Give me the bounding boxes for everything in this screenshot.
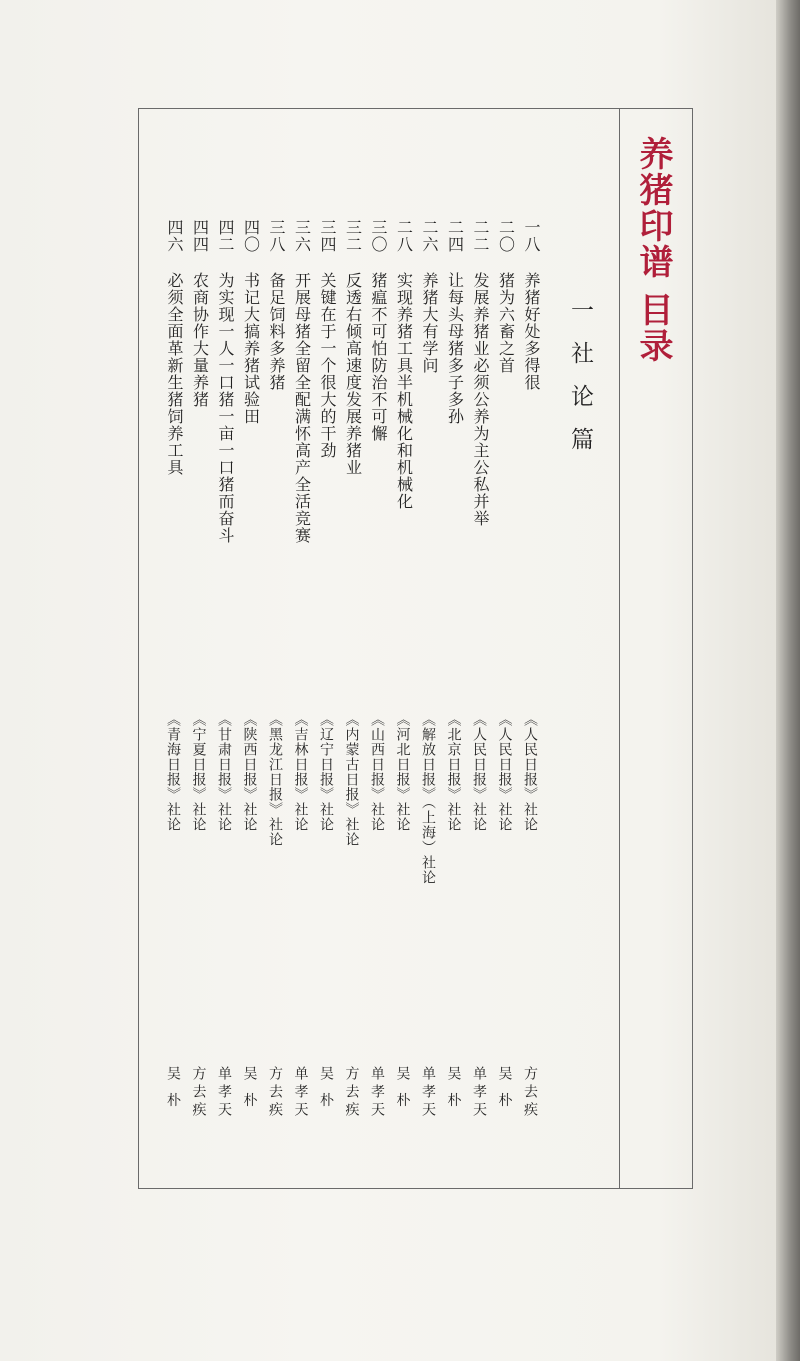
book-spine — [776, 0, 800, 1361]
entry-page-number: 三二 — [343, 219, 363, 253]
entry-page-number: 四四 — [190, 219, 210, 253]
entry-page-number: 二〇 — [496, 219, 516, 253]
entry-page-number: 三〇 — [369, 219, 388, 253]
entry-author: 吴 朴 — [394, 1066, 411, 1111]
entry-title: 养猪大有学问 — [420, 272, 439, 374]
entry-source: 《内蒙古日报》社论 — [343, 712, 360, 847]
entry-title: 猪瘟不可怕防治不可懈 — [369, 272, 388, 442]
entry-source: 《宁夏日报》社论 — [190, 712, 207, 832]
entry-title: 实现养猪工具半机械化和机械化 — [394, 272, 414, 510]
entry-author: 吴 朴 — [496, 1066, 513, 1111]
entry-source: 《山西日报》社论 — [369, 712, 385, 832]
entry-author: 单孝天 — [420, 1066, 436, 1120]
entry-author: 方去疾 — [267, 1066, 283, 1120]
entry-page-number: 一八 — [522, 219, 541, 253]
entry-author: 单孝天 — [216, 1066, 232, 1120]
title-contents: 目录 — [633, 292, 673, 364]
entry-author: 吴 朴 — [445, 1066, 462, 1111]
page-title — [633, 136, 673, 364]
entry-author: 吴 朴 — [241, 1066, 258, 1111]
entry-page-number: 三八 — [267, 219, 286, 253]
entry-title: 农商协作大量养猪 — [190, 272, 210, 408]
page-frame — [138, 108, 693, 1189]
section-title: 一社论篇 — [567, 298, 593, 470]
entry-page-number: 三四 — [318, 219, 337, 253]
entry-page-number: 二二 — [471, 219, 490, 253]
entry-author: 单孝天 — [369, 1066, 385, 1120]
entry-source: 《青海日报》社论 — [165, 712, 181, 832]
entry-title: 反透右倾高速度发展养猪业 — [343, 272, 363, 476]
entry-page-number: 二八 — [394, 219, 414, 253]
entry-author: 吴 朴 — [318, 1066, 334, 1111]
title-main: 养猪印谱 — [633, 136, 673, 280]
entry-source: 《甘肃日报》社论 — [216, 712, 232, 832]
entry-author: 方去疾 — [343, 1066, 360, 1120]
entry-source: 《人民日报》社论 — [496, 712, 513, 832]
entry-author: 方去疾 — [522, 1066, 538, 1120]
entry-author: 吴 朴 — [165, 1066, 181, 1111]
entry-source: 《人民日报》社论 — [522, 712, 538, 832]
entry-page-number: 四〇 — [241, 219, 261, 253]
entry-author: 单孝天 — [471, 1066, 487, 1120]
entry-title: 发展养猪业必须公养为主公私并举 — [471, 272, 490, 527]
entry-title: 关键在于一个很大的干劲 — [318, 272, 337, 459]
entry-page-number: 二六 — [420, 219, 439, 253]
entry-page-number: 三六 — [292, 219, 312, 253]
entry-title: 为实现一人一口猪一亩一口猪而奋斗 — [216, 272, 235, 544]
entry-page-number: 二四 — [445, 219, 465, 253]
entry-title: 必须全面革新生猪饲养工具 — [165, 272, 184, 476]
entry-author: 单孝天 — [292, 1066, 309, 1120]
entry-page-number: 四二 — [216, 219, 235, 253]
entry-title: 猪为六畜之首 — [496, 272, 516, 374]
entry-title: 开展母猪全留全配满怀高产全活竞赛 — [292, 272, 312, 544]
entry-source: 《人民日报》社论 — [471, 712, 487, 832]
entry-source: 《陕西日报》社论 — [241, 712, 258, 832]
entry-title: 备足饲料多养猪 — [267, 272, 286, 391]
entry-source: 《解放日报》（上海）社论 — [420, 712, 436, 885]
entry-source: 《辽宁日报》社论 — [318, 712, 334, 832]
entry-title: 让每头母猪多子多孙 — [445, 272, 465, 425]
entry-source: 《吉林日报》社论 — [292, 712, 309, 832]
entry-source: 《河北日报》社论 — [394, 712, 411, 832]
entry-source: 《黑龙江日报》社论 — [267, 712, 283, 847]
title-divider-line — [619, 108, 620, 1189]
entry-title: 书记大搞养猪试验田 — [241, 272, 261, 425]
entry-source: 《北京日报》社论 — [445, 712, 462, 832]
entry-author: 方去疾 — [190, 1066, 207, 1120]
entry-page-number: 四六 — [165, 219, 184, 253]
entry-title: 养猪好处多得很 — [522, 272, 541, 391]
